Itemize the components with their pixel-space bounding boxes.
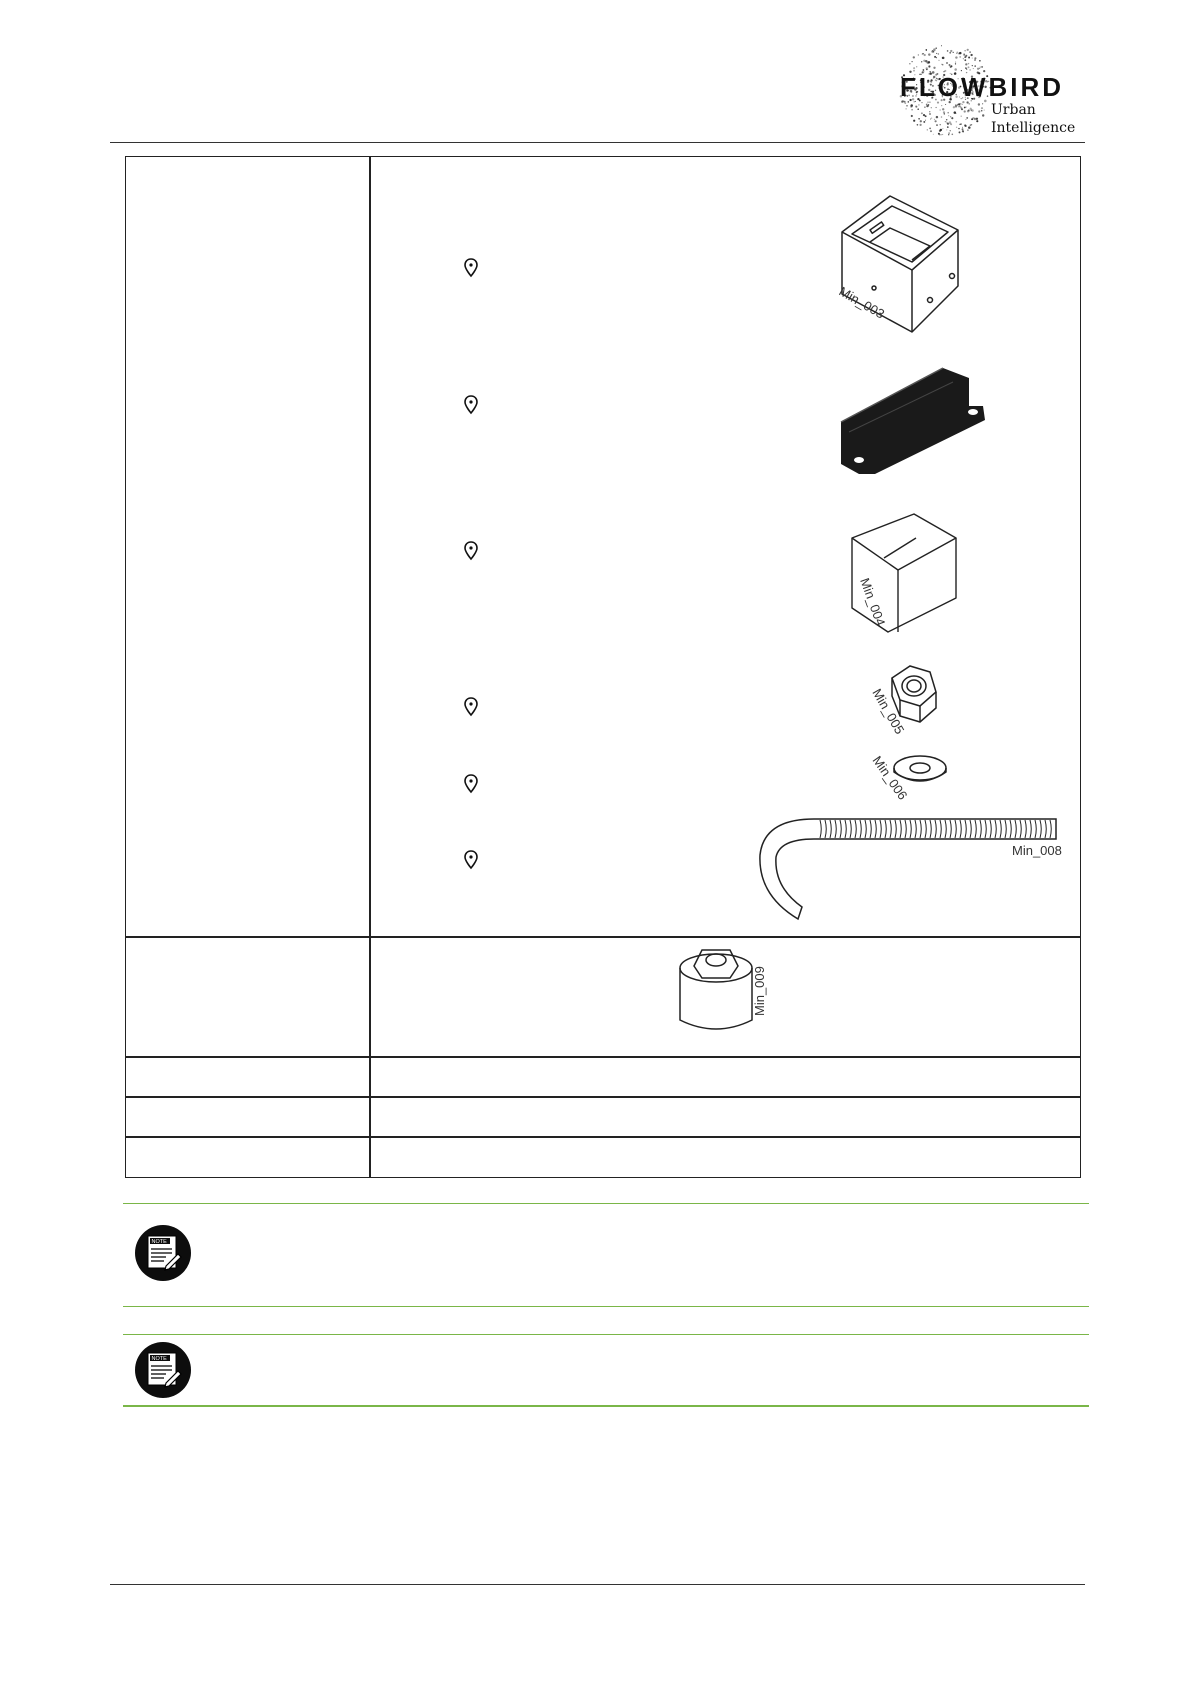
table-row-divider xyxy=(125,936,1081,938)
note-icon xyxy=(134,1224,192,1282)
note-rule-bottom xyxy=(123,1405,1089,1407)
svg-text:NOTE: NOTE xyxy=(151,1239,167,1245)
logo-wordmark: FLOWBIRD xyxy=(900,72,1065,102)
box-cap-drawing xyxy=(838,508,968,638)
box-cap-label: Min_004 xyxy=(857,575,889,628)
map-pin-icon xyxy=(464,258,478,278)
anchor-rod-drawing xyxy=(750,815,1068,927)
table-row-divider xyxy=(125,1056,1081,1058)
svg-text:NOTE: NOTE xyxy=(151,1356,167,1362)
map-pin-icon xyxy=(464,541,478,561)
spacer-label: Min_009 xyxy=(752,966,767,1016)
table-column-divider xyxy=(369,156,371,1178)
anchor-label: Min_008 xyxy=(1012,843,1062,858)
flowbird-logo xyxy=(896,42,1076,142)
box-drawing xyxy=(830,190,980,340)
table-row-divider xyxy=(125,1136,1081,1138)
map-pin-icon xyxy=(464,395,478,415)
washer-label: Min_006 xyxy=(869,753,911,803)
map-pin-icon xyxy=(464,774,478,794)
bracket-drawing xyxy=(835,360,985,475)
note-rule-bottom xyxy=(123,1306,1089,1307)
spacer-drawing xyxy=(672,938,782,1034)
nut-label: Min_005 xyxy=(869,686,908,737)
box-label: Min_003 xyxy=(836,283,888,322)
header-rule xyxy=(110,142,1085,143)
footer-rule xyxy=(110,1584,1085,1585)
map-pin-icon xyxy=(464,850,478,870)
note-rule-top xyxy=(123,1334,1089,1335)
note-rule-top xyxy=(123,1203,1089,1204)
logo-line-urban: Urban xyxy=(991,102,1036,118)
map-pin-icon xyxy=(464,697,478,717)
logo-line-intelligence: Intelligence xyxy=(991,120,1076,136)
table-row-divider xyxy=(125,1096,1081,1098)
nut-drawing xyxy=(866,660,946,740)
note-icon xyxy=(134,1341,192,1399)
washer-drawing xyxy=(866,750,956,810)
